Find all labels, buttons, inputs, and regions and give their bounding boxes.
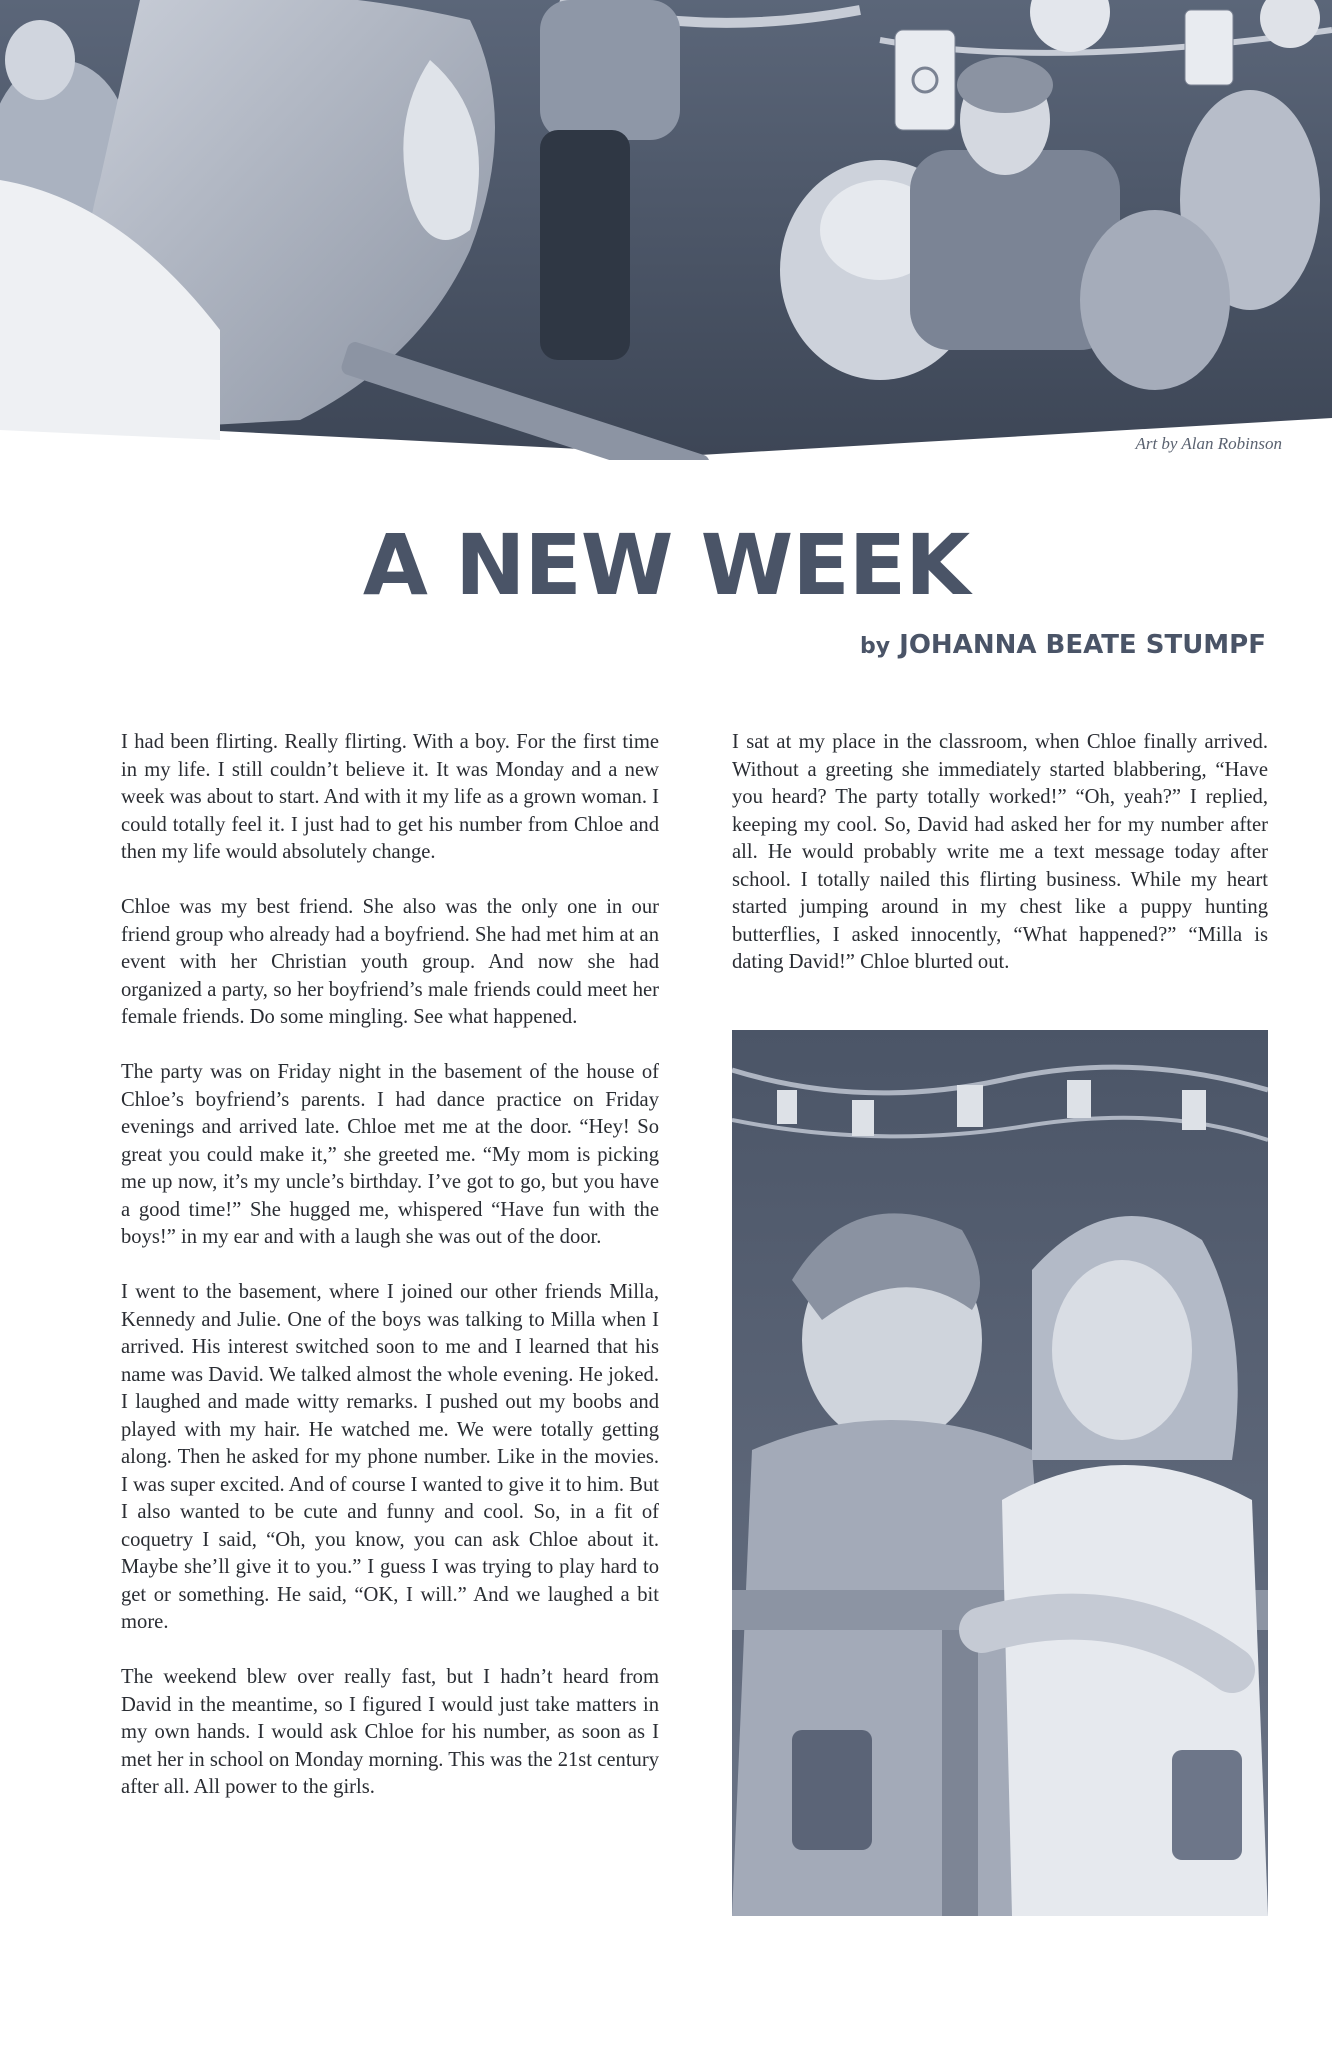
paragraph: The party was on Friday night in the basement of the house of Chloe’s boyfriend’s parents. I had dance practice on Friday evenings and arrived late. Chloe met me at the door. “Hey! So great you could make it,” she greeted me. “My mom is picking me up now, it’s my uncle’s birthday. I’ve got to go, but you have a good time!” She hugged me, whispered “Have fun with the boys!” in my ear and with a laugh she was out of the door. xyxy=(121,1061,659,1248)
paragraph: The weekend blew over really fast, but I hadn’t heard from David in the meantime, so I figured I would just take matters in my own hands. I would ask Chloe for his number, as soon as I met her in school on Monday morning. This was the 21st century after all. All power to the girls. xyxy=(121,1666,659,1798)
hero-illustration xyxy=(0,0,1332,460)
byline-prefix: by xyxy=(860,634,891,659)
art-credit: Art by Alan Robinson xyxy=(1135,434,1282,453)
author-name: JOHANNA BEATE STUMPF xyxy=(899,630,1266,660)
byline xyxy=(860,630,1266,660)
paragraph: I sat at my place in the classroom, when Chloe finally arrived. Without a greeting she immediately started blabbering, “Have you heard? The party totally worked!” “Oh, yeah?” I replied, keeping my cool. So, David had asked her for my number after all. He would probably write me a text message today after school. I totally nailed this flirting business. While my heart started jumping around in my chest like a puppy hunting butterflies, I asked innocently, “What happened?” “Milla is dating David!” Chloe blurted out. xyxy=(732,731,1268,973)
comic-panel-illustration xyxy=(732,1030,1268,1916)
party-scene-artwork xyxy=(0,0,1332,460)
article-left-column xyxy=(121,729,659,1829)
paragraph: I went to the basement, where I joined our other friends Milla, Kennedy and Julie. One of the boys was talking to Milla when I arrived. His interest switched soon to me and I learned that his name was David. We talked almost the whole evening. He joked. I laughed and made witty remarks. I pushed out my boobs and played with my hair. He watched me. We were totally getting along. Then he asked for my phone number. Like in the movies. I was super excited. And of course I wanted to give it to him. But I also wanted to be cute and funny and cool. So, in a fit of coquetry I said, “Oh, you know, you can ask Chloe about it. Maybe she’ll give it to you.” I guess I was trying to play hard to get or something. He said, “OK, I will.” And we laughed a bit more. xyxy=(121,1281,659,1633)
paragraph: Chloe was my best friend. She also was the only one in our friend group who already had a boyfriend. She had met him at an event with her Christian youth group. And now she had organized a party, so her boyfriend’s male friends could meet her female friends. Do some mingling. See what happened. xyxy=(121,896,659,1028)
couple-scene-artwork xyxy=(732,1030,1268,1916)
article-right-column xyxy=(732,729,1268,1004)
article-title: A NEW WEEK xyxy=(362,516,970,614)
paragraph: I had been flirting. Really flirting. With a boy. For the first time in my life. I still couldn’t believe it. It was Monday and a new week was about to start. And with it my life as a grown woman. I could totally feel it. I just had to get his number from Chloe and then my life would absolutely change. xyxy=(121,731,659,863)
